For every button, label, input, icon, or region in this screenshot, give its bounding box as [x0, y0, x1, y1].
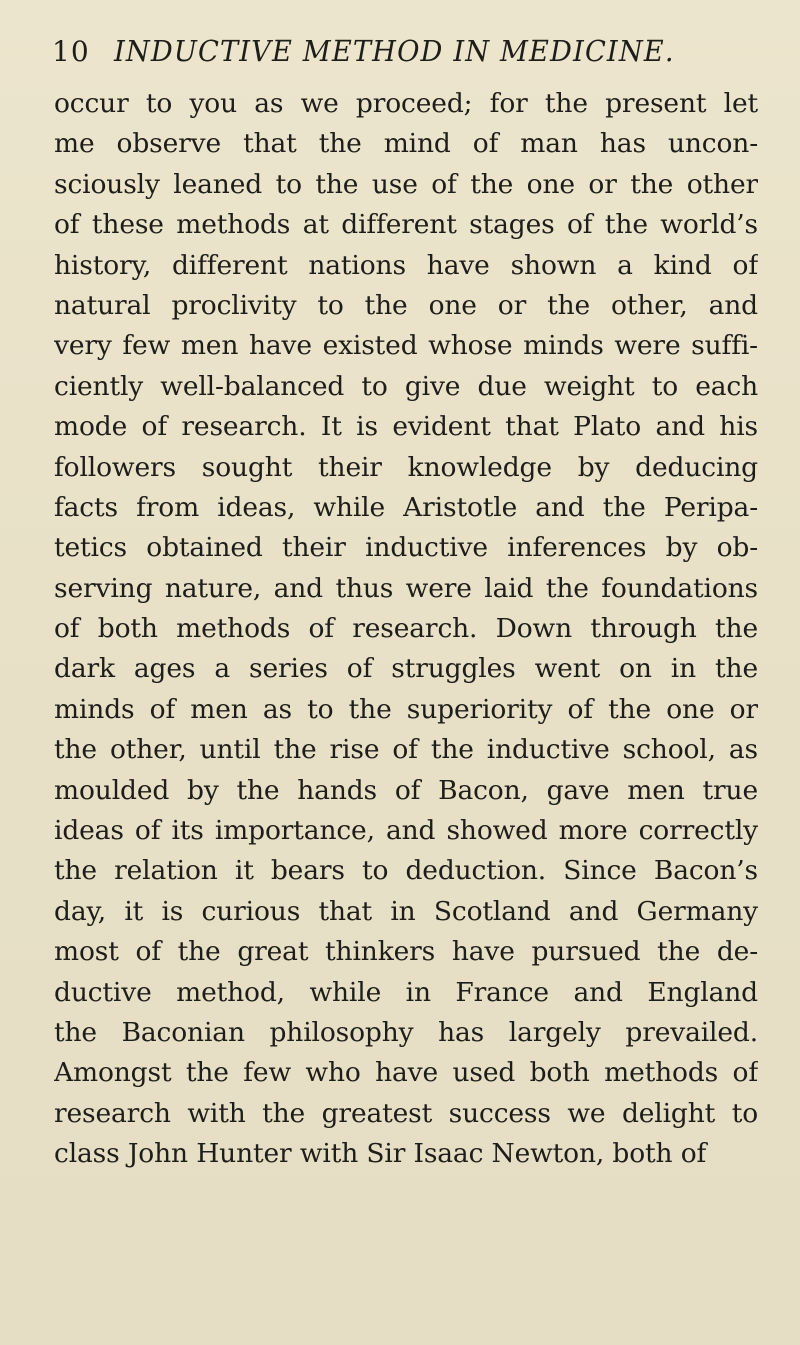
text-line: research with the greatest success we delight to [54, 1097, 758, 1129]
text-line: me observe that the mind of man has uncon- [54, 128, 758, 160]
text-line: most of the great thinkers have pursued the de- [54, 936, 758, 968]
text-line: the Baconian philosophy has largely prevailed. [54, 1016, 758, 1048]
text-line: Amongst the few who have used both methods of [54, 1057, 758, 1089]
text-line: occur to you as we proceed; for the present let [54, 88, 758, 119]
running-title: INDUCTIVE METHOD IN MEDICINE. [113, 34, 675, 68]
running-head [52, 34, 772, 76]
text-line: ciently well-balanced to give due weight to each [54, 370, 758, 402]
text-line: mode of research. It is evident that Plato and his [54, 411, 758, 443]
text-line: history, different nations have shown a kind of [54, 249, 758, 281]
text-line: class John Hunter with Sir Isaac Newton, both of [54, 1138, 707, 1170]
body-text [54, 84, 758, 1175]
text-line: moulded by the hands of Bacon, gave men true [54, 774, 758, 806]
text-line: the relation it bears to deduction. Since Bacon’s [54, 855, 758, 887]
text-line: ductive method, while in France and England [54, 976, 758, 1008]
text-line: very few men have existed whose minds were suffi- [54, 330, 758, 362]
text-line: day, it is curious that in Scotland and Germany [54, 895, 758, 927]
text-line: ideas of its importance, and showed more correctly [54, 815, 758, 847]
text-line: minds of men as to the superiority of the one or [54, 693, 758, 725]
text-line: tetics obtained their inductive inferences by ob- [54, 532, 758, 564]
text-line: facts from ideas, while Aristotle and the Peripa- [54, 491, 758, 523]
text-line: dark ages a series of struggles went on in the [54, 653, 758, 685]
page-number: 10 [52, 35, 90, 68]
text-line: sciously leaned to the use of the one or the other [54, 168, 758, 200]
text-line: serving nature, and thus were laid the foundations [54, 572, 758, 604]
text-line: followers sought their knowledge by deducing [54, 451, 758, 483]
text-line: natural proclivity to the one or the other, and [54, 289, 758, 321]
text-line: of both methods of research. Down through the [54, 613, 758, 645]
text-line: the other, until the rise of the inductive school, as [54, 734, 758, 766]
text-line: of these methods at different stages of the world’s [54, 209, 758, 241]
